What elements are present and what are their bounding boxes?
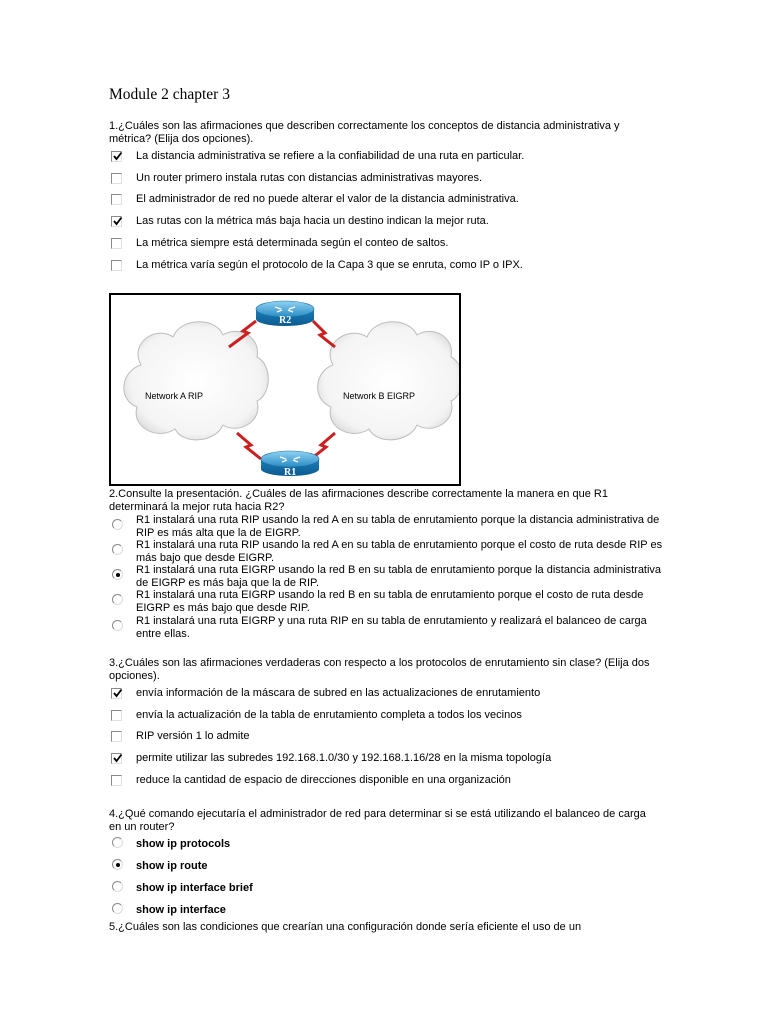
network-b-label: Network B EIGRP	[343, 391, 416, 401]
radio-unselected[interactable]	[112, 544, 123, 555]
option-label: envía la actualización de la tabla de enrutamiento completa a todos los vecinos	[136, 709, 522, 721]
radio-selected[interactable]	[112, 859, 123, 870]
question-5-text: 5.¿Cuáles son las condiciones que crearían una configuración donde sería eficiente el uso de un	[109, 921, 582, 933]
radio-selected[interactable]	[112, 569, 123, 580]
option-label: R1 instalará una ruta EIGRP usando la red B en su tabla de enrutamiento porque el costo de ruta desde EIGRP es más bajo que desde RIP.	[136, 589, 644, 614]
option-label: R1 instalará una ruta EIGRP y una ruta RIP en su tabla de enrutamiento y realizará el balanceo de carga entre ellas.	[136, 615, 647, 640]
radio-unselected[interactable]	[112, 519, 123, 530]
option-label: reduce la cantidad de espacio de direcciones disponible en una organización	[136, 774, 511, 786]
option-label: La métrica varía según el protocolo de la Capa 3 que se enruta, como IP o IPX.	[136, 259, 523, 271]
router-r1-label: R1	[284, 467, 297, 478]
radio-dot-icon	[116, 573, 120, 577]
option-label: show ip interface	[136, 904, 226, 916]
serial-link-r2-right	[313, 321, 335, 347]
option-label: Las rutas con la métrica más baja hacia un destino indican la mejor ruta.	[136, 215, 489, 227]
checkbox-unchecked[interactable]	[111, 731, 122, 742]
option-label: La distancia administrativa se refiere a la confiabilidad de una ruta en particular.	[136, 150, 525, 162]
option-label: R1 instalará una ruta RIP usando la red A en su tabla de enrutamiento porque la distancia administrativa de RIP es más alta que la de EIGRP.	[136, 514, 660, 539]
page-title: Module 2 chapter 3	[109, 86, 230, 103]
network-a-label: Network A RIP	[145, 391, 204, 401]
option-label: show ip interface brief	[136, 882, 253, 894]
option-label: La métrica siempre está determinada según el conteo de saltos.	[136, 237, 449, 249]
option-label: El administrador de red no puede alterar el valor de la distancia administrativa.	[136, 193, 519, 205]
radio-unselected[interactable]	[112, 881, 123, 892]
cloud-network-b	[318, 322, 459, 440]
radio-unselected[interactable]	[112, 594, 123, 605]
option-label: permite utilizar las subredes 192.168.1.0/30 y 192.168.1.16/28 en la misma topología	[136, 752, 552, 764]
radio-unselected[interactable]	[112, 620, 123, 631]
checkbox-unchecked[interactable]	[111, 775, 122, 786]
network-diagram-svg	[111, 295, 459, 484]
question-4-text: 4.¿Qué comando ejecutaría el administrador de red para determinar si se está utilizando el balanceo de carga en un router?	[109, 808, 646, 833]
option-label: R1 instalará una ruta EIGRP usando la red B en su tabla de enrutamiento porque la distancia administrativa de EIGRP es más baja que la de RIP.	[136, 564, 662, 589]
checkbox-unchecked[interactable]	[111, 710, 122, 721]
radio-unselected[interactable]	[112, 837, 123, 848]
checkbox-unchecked[interactable]	[111, 260, 122, 271]
option-label: show ip route	[136, 860, 208, 872]
radio-dot-icon	[116, 863, 120, 867]
checkbox-checked[interactable]	[111, 753, 122, 764]
question-1-text: 1.¿Cuáles son las afirmaciones que describen correctamente los conceptos de distancia administrativa y métrica? (Elija dos opciones).	[109, 120, 620, 145]
option-label: RIP versión 1 lo admite	[136, 730, 250, 742]
checkbox-unchecked[interactable]	[111, 173, 122, 184]
cloud-network-a	[124, 322, 268, 440]
option-label: envía información de la máscara de subred en las actualizaciones de enrutamiento	[136, 687, 541, 699]
checkbox-unchecked[interactable]	[111, 194, 122, 205]
option-label: R1 instalará una ruta RIP usando la red A en su tabla de enrutamiento porque el costo de ruta desde RIP es más bajo que desde EIGRP.	[136, 539, 663, 564]
network-diagram	[109, 293, 461, 486]
checkbox-checked[interactable]	[111, 216, 122, 227]
option-label: show ip protocols	[136, 838, 231, 850]
router-r2-label: R2	[279, 315, 292, 326]
radio-unselected[interactable]	[112, 903, 123, 914]
question-2-text: 2.Consulte la presentación. ¿Cuáles de las afirmaciones describe correctamente la manera en que R1 determinará la mejor ruta hacia R2?	[109, 488, 608, 513]
option-label: Un router primero instala rutas con distancias administrativas mayores.	[136, 172, 483, 184]
serial-link-r1-left	[237, 433, 261, 459]
checkbox-unchecked[interactable]	[111, 238, 122, 249]
checkbox-checked[interactable]	[111, 151, 122, 162]
checkbox-checked[interactable]	[111, 688, 122, 699]
question-3-text: 3.¿Cuáles son las afirmaciones verdaderas con respecto a los protocolos de enrutamiento sin clase? (Elija dos opciones).	[109, 657, 650, 682]
